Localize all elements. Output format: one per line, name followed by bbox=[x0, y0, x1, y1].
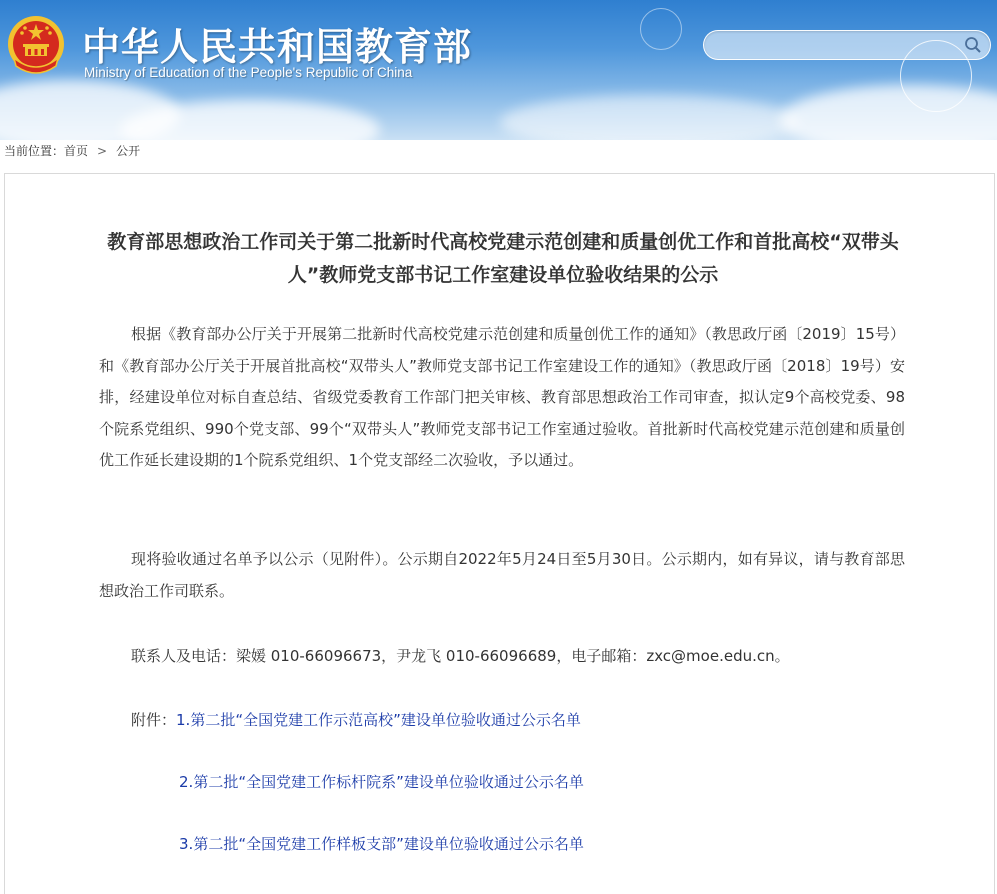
breadcrumb-prefix: 当前位置： bbox=[4, 144, 65, 158]
breadcrumb-separator: > bbox=[97, 144, 108, 158]
article-paragraph: 现将验收通过名单予以公示（见附件）。公示期自2022年5月24日至5月30日。公示期内，如有异议，请与教育部思想政治工作司联系。 bbox=[99, 550, 905, 600]
site-title-en: Ministry of Education of the People's Republic of China bbox=[84, 65, 413, 80]
cloud-decoration bbox=[500, 95, 800, 140]
breadcrumb bbox=[4, 142, 140, 160]
attachment-number: 3. bbox=[179, 835, 194, 853]
article-title: 教育部思想政治工作司关于第二批新时代高校党建示范创建和质量创优工作和首批高校“双带头人”教师党支部书记工作室建设单位验收结果的公示 bbox=[107, 231, 899, 286]
attachment-number: 2. bbox=[179, 773, 194, 791]
attachment-row bbox=[179, 767, 584, 799]
contact-paragraph: 联系人及电话：梁媛 010-66096673，尹龙飞 010-66096689，电子邮箱：zxc@moe.edu.cn。 bbox=[131, 647, 790, 665]
attachment-title: 第二批“全国党建工作示范高校”建设单位验收通过公示名单 bbox=[190, 711, 581, 729]
site-title-cn: 中华人民共和国教育部 bbox=[82, 25, 473, 69]
attachment-title: 第二批“全国党建工作标杆院系”建设单位验收通过公示名单 bbox=[193, 773, 584, 791]
article-container bbox=[4, 173, 995, 894]
attachment-link-1[interactable] bbox=[176, 711, 581, 729]
site-header bbox=[0, 0, 997, 140]
search-icon[interactable] bbox=[964, 36, 982, 54]
search-box[interactable] bbox=[703, 30, 991, 60]
attachments-label: 附件： bbox=[131, 711, 177, 729]
attachment-row bbox=[131, 705, 581, 737]
dandelion-decoration bbox=[640, 8, 682, 50]
attachment-link-3[interactable] bbox=[179, 835, 584, 853]
national-emblem-icon bbox=[6, 14, 66, 78]
attachment-number: 1. bbox=[176, 711, 191, 729]
breadcrumb-current-link[interactable]: 公开 bbox=[116, 144, 141, 158]
attachment-title: 第二批“全国党建工作样板支部”建设单位验收通过公示名单 bbox=[193, 835, 584, 853]
breadcrumb-home-link[interactable]: 首页 bbox=[64, 144, 89, 158]
search-input[interactable] bbox=[718, 35, 962, 57]
attachment-link-2[interactable] bbox=[179, 773, 584, 791]
attachment-row bbox=[179, 829, 584, 861]
article-paragraph: 根据《教育部办公厅关于开展第二批新时代高校党建示范创建和质量创优工作的通知》（教思政厅函〔2019〕15号）和《教育部办公厅关于开展首批高校“双带头人”教师党支部书记工作室建设工作的通知》（教思政厅函〔2018〕19号）安排，经建设单位对标自查总结、省级党委教育工作部门把关审核、教育部思想政治工作司审查，拟认定9个高校党委、98个院系党组织、990个党支部、99个“双带头人”教师党支部书记工作室通过验收。首批新时代高校党建示范创建和质量创优工作延长建设期的1个院系党组织、1个党支部经二次验收，予以通过。 bbox=[99, 325, 905, 469]
